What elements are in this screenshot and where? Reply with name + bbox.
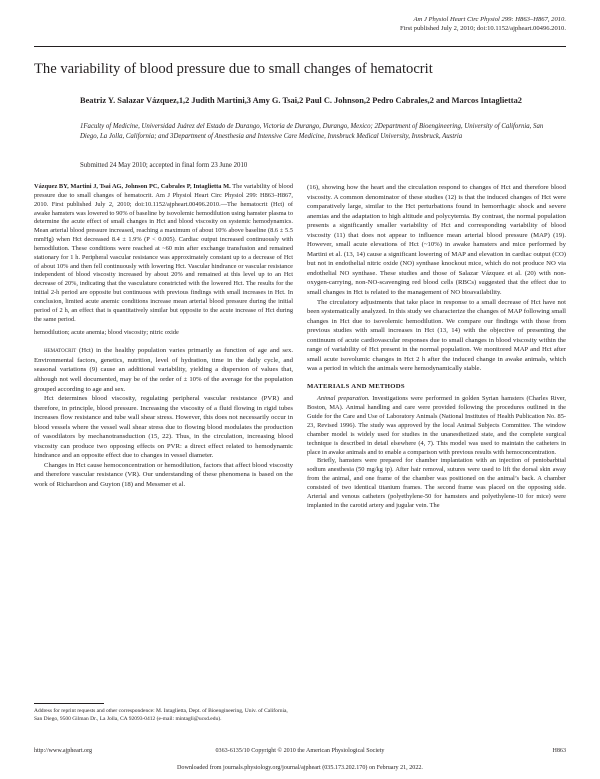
paragraph: Briefly, hamsters were prepared for chamber implantation with an injection of pentobarbital sodium anesthesia (50 mg/kg ip). After hair removal, sutures were used to lift the dorsal skin away from the animal, and one frame of the chamber was positioned on the animal’s back. A chamber consisted of two identical titanium frames. The second frame was placed on the opposing side. Arterial and venous catheters (polyethylene-50 for hamsters and polyethylene-10 for mice) were implanted in the carotid artery and jugular vein. The <box>307 457 566 509</box>
paragraph-lead: hematocrit <box>44 347 77 355</box>
submission-dates: Submitted 24 May 2010; accepted in final form 23 June 2010 <box>80 162 248 169</box>
paragraph: Changes in Hct cause hemoconcentration or hemodilution, factors that affect blood viscosity and therefore vascular resistance (VR). Our understanding of these phenomena is based on the work of Richardson and Guyton (18) and Messmer et al. <box>34 461 293 488</box>
correspondence-footnote: Address for reprint requests and other correspondence: M. Intaglietta, Dept. of Bioengineering, Univ. of California, San Diego, 9500 Gilman Dr., La Jolla, CA 92093-0412 (e-mail: mintagli@ucsd.edu). <box>34 708 288 722</box>
abstract-citation: Vázquez BY, Martini J, Tsai AG, Johnson PC, Cabrales P, Intaglietta M. <box>34 183 231 190</box>
publication-info: First published July 2, 2010; doi:10.1152/ajpheart.00496.2010. <box>399 25 566 32</box>
left-column <box>34 183 293 490</box>
page-number: H863 <box>552 748 566 754</box>
spacer <box>34 337 293 346</box>
section-heading: MATERIALS AND METHODS <box>307 382 405 390</box>
paper-title: The variability of blood pressure due to small changes of hematocrit <box>34 61 433 77</box>
journal-citation: Am J Physiol Heart Circ Physiol 299: H863–H867, 2010. <box>413 16 566 23</box>
footnote-rule <box>34 703 104 704</box>
right-column <box>307 183 566 510</box>
download-notice: Downloaded from journals.physiology.org/journal/ajpheart (035.173.202.170) on February 21, 2022. <box>177 765 423 771</box>
keywords: hemodilution; acute anemia; blood viscosity; nitric oxide <box>34 328 179 336</box>
paragraph: The circulatory adjustments that take place in response to a small decrease of Hct have not been systematically analyzed. In this study we characterize the changes of MAP following small changes in Hct due to isovolemic hemodilution. We compare our findings with those from previous studies with small increases in Hct (13, 14) with the objective of presenting the continuum of acute cardiovascular responses due to small changes in blood viscosity within the range of variability of Hct present in the normal population. We monitored MAP and Hct after small acute isovolumic changes in Hct 2 h after the induced change in awake animals, which was a period in which the animals were hemodynamically stable. <box>307 298 566 373</box>
header-rule <box>34 46 566 47</box>
paragraph-lead: Animal preparation. <box>317 395 370 403</box>
abstract-text: The variability of blood pressure due to small changes of hematocrit. Am J Physiol Heart Circ Physiol 299: H863–H867, 2010. First published July 2, 2010; doi:10.1152/ajpheart.00496.2010.—The hematocrit (Hct) of awake hamsters was lowered to 90% of baseline by isovolemic hemodilution using hamster plasma to determine the acute effect of small changes in Hct and blood viscosity on systemic hemodynamics. Mean arterial blood pressure increased, reaching a maximum of about 10% above baseline (8.6 ± 5.5 mmHg) when Hct decreased 8.4 ± 1.9% (P < 0.005). Cardiac output increased continuously with hemodilution. These conditions were reached at ~60 min after exchange transfusion and remained stationary for 1 h. Peripheral vascular resistance was approximately constant up to a decrease of Hct of about 10% and then fell continuously with lowering Hct. Vascular hindrance or vascular resistance independent of blood viscosity increased by about 20% and remained at this level up to an Hct decrease of 20%, indicating that the vasculature constricted with the lowered Hct. The results for the initial 2-h period are opposite but continuous with previous findings with small increases in Hct. In conclusion, limited acute anemic conditions increase mean arterial blood pressure during the initial period of 2 h, an effect that is quantitatively similar but opposite to the acute increase of Hct during the same period. <box>34 183 293 323</box>
paragraph: Hct determines blood viscosity, regulating peripheral vascular resistance (PVR) and therefore, in principle, blood pressure. Increasing the viscosity of a fluid flowing in rigid tubes increases flow resistance and tube wall shear stress. However, this does not necessarily occur in blood vessels where the vessel wall shear stress due to flowing blood modulates the production of vasodilators by mechanotransduction (15, 22). Thus, in the circulation, increasing blood viscosity can produce two opposing effects on PVR: a direct effect related to hemodynamic hindrance and an opposite effect due to changes in vessel diameter. <box>34 395 293 460</box>
journal-header <box>400 15 566 33</box>
journal-url-link[interactable]: http://www.ajpheart.org <box>34 748 93 754</box>
affiliations: 1Faculty of Medicine, Universidad Juárez del Estado de Durango, Victoria de Durango, Durango, Mexico; 2Department of Bioengineering, University of California, San Diego, La Jolla, California; and 3Department of Anesthesia and Intensive Care Medicine, Innsbruck Medical University, Innsbruck, Austria <box>80 123 544 140</box>
paragraph <box>34 346 293 394</box>
copyright-notice: 0363-6135/10 Copyright © 2010 the American Physiological Society <box>215 748 385 754</box>
paragraph: (16), showing how the heart and the circulation respond to changes of Hct and therefore blood viscosity. A common denominator of these studies (12) is that the induced changes of Hct were comparatively large, similar to the Hct perturbations found in hemorrhagic shock and severe anemias and the adaptation to high altitude and polycytemia. By contrast, the normal population presents a significantly smaller variability of Hct and corresponding variability of blood viscosity (11) that does not appear to influence mean arterial blood pressure (MAP) (19). However, small acute elevations of Hct (~10%) in awake hamsters and mice performed by Martini et al. (13, 14) cause a significant lowering of MAP and elevation in cardiac output (CO) but not in endothelial nitric oxide (NO) synthase knockout mice, which do not produce NO via endothelial NO synthase. These studies and those of Salazar Vázquez et al. (20) with non-oxygen-carrying, non-NO-scavenging red blood cells (RBCs) suggested that the effect due to small changes in Hct is related to the management of NO bioavailability. <box>307 184 566 297</box>
paragraph-text: (Hct) in the healthy population varies primarily as function of age and sex. Environmental factors, genetics, nutrition, level of hydration, time in the daily cycle, and seasonal variations (9) cause an additional variability, yielding a dispersion of values that, although not well documented, may be of the order of ± 10% of the average for the population grouped according to age and sex. <box>34 347 294 393</box>
abstract <box>34 183 293 325</box>
paragraph-text: Investigations were performed in golden Syrian hamsters (Charles River, Boston, MA). Animal handling and care were provided following the procedures outlined in the Guide for the Care and Use of Laboratory Animals (National Institutes of Health Publication No. 85-23, Revised 1996). The study was approved by the local Animal Subjects Committee. The window chamber model is widely used for studies in the unanesthetized state, and the complete surgical technique is described in detail elsewhere (4, 7). This model was used to maintain the catheters in place in awake animals and to enable a comparison with previous results with hemoconcentration. <box>307 395 566 456</box>
author-list: Beatriz Y. Salazar Vázquez,1,2 Judith Martini,3 Amy G. Tsai,2 Paul C. Johnson,2 Pedro Cabrales,2 and Marcos Intaglietta2 <box>80 96 522 105</box>
paragraph <box>307 395 566 457</box>
